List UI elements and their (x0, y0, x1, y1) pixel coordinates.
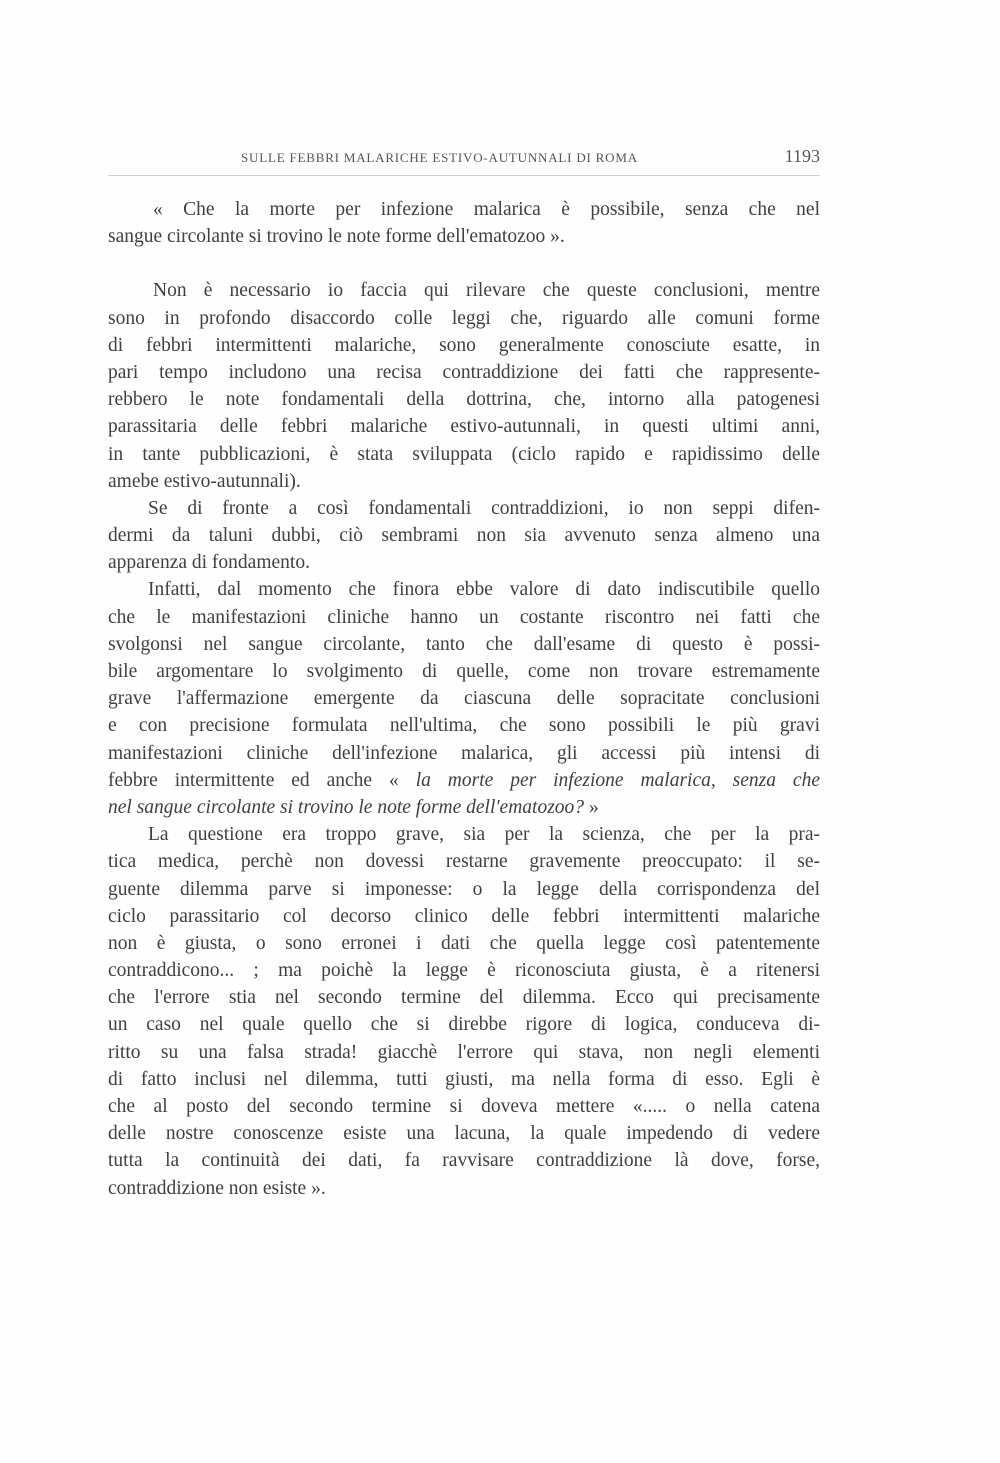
text-line: sono in profondo disaccordo colle leggi che, riguardo alle comuni forme (108, 307, 820, 329)
text-line: sangue circolante si trovino le note forme dell'ematozoo ». (108, 226, 565, 248)
text-line: parassitaria delle febbri malariche estivo-autunnali, in questi ultimi anni, (108, 416, 820, 438)
text-line: pari tempo includono una recisa contraddizione dei fatti che rappresente- (108, 361, 820, 383)
text-line: Non è necessario io faccia qui rilevare che queste conclusioni, mentre (153, 280, 820, 302)
text-line: delle nostre conoscenze esiste una lacuna, la quale impedendo di vedere (108, 1123, 820, 1145)
text-line: e con precisione formulata nell'ultima, che sono possibili le più gravi (108, 715, 820, 737)
text-line: che al posto del secondo termine si doveva mettere «..... o nella catena (108, 1096, 820, 1117)
body-text (108, 196, 820, 1202)
text-line: rebbero le note fondamentali della dottrina, che, intorno alla patogenesi (108, 389, 820, 411)
text-line: un caso nel quale quello che si direbbe rigore di logica, conduceva di- (108, 1014, 820, 1036)
text-line: dermi da taluni dubbi, ciò sembrami non sia avvenuto senza almeno una (108, 525, 820, 547)
text-line: che le manifestazioni cliniche hanno un costante riscontro nei fatti che (108, 606, 820, 628)
text-run: » (588, 796, 599, 818)
text-line: in tante pubblicazioni, è stata sviluppata (ciclo rapido e rapidissimo delle (108, 443, 820, 465)
text-run: febbre intermittente ed anche « (108, 769, 399, 791)
text-line: Se di fronte a così fondamentali contraddizioni, io non seppi difen- (148, 497, 820, 519)
page-number: 1193 (784, 146, 820, 166)
text-line: contraddicono... ; ma poichè la legge è riconosciuta giusta, è a ritenersi (108, 960, 820, 982)
text-line-mixed (108, 794, 820, 821)
text-line: contraddizione non esiste ». (108, 1177, 326, 1199)
header-rule (108, 175, 820, 176)
running-head-title: SULLE FEBBRI MALARICHE ESTIVO-AUTUNNALI DI ROMA (241, 150, 638, 165)
italic-quote: nel sangue circolante si trovino le note forme dell'ematozoo? (108, 796, 585, 818)
text-line: ciclo parassitario col decorso clinico delle febbri intermittenti malariche (108, 905, 820, 927)
text-line: guente dilemma parve si imponesse: o la legge della corrispondenza del (108, 878, 820, 900)
text-line: tutta la continuità dei dati, fa ravvisare contraddizione là dove, forse, (108, 1150, 820, 1172)
text-line: manifestazioni cliniche dell'infezione malarica, gli accessi più intensi di (108, 742, 820, 764)
running-head (108, 146, 820, 170)
text-line: di febbri intermittenti malariche, sono generalmente conosciute esatte, in (108, 334, 820, 356)
text-line: di fatto inclusi nel dilemma, tutti giusti, ma nella forma di esso. Egli è (108, 1068, 820, 1090)
text-line: La questione era troppo grave, sia per la scienza, che per la pra- (148, 824, 820, 846)
text-line: ritto su una falsa strada! giacchè l'errore qui stava, non negli elementi (108, 1041, 820, 1063)
paragraph-gap (108, 250, 820, 277)
text-line: che l'errore stia nel secondo termine del dilemma. Ecco qui precisamente (108, 987, 820, 1009)
text-line: Infatti, dal momento che finora ebbe valore di dato indiscutibile quello (148, 579, 820, 601)
text-line: grave l'affermazione emergente da ciascuna delle sopracitate conclusioni (108, 688, 820, 710)
text-line: amebe estivo-autunnali). (108, 470, 301, 492)
text-line-mixed (108, 767, 820, 794)
text-line: tica medica, perchè non dovessi restarne gravemente preoccupato: il se- (108, 851, 820, 873)
text-line: apparenza di fondamento. (108, 552, 310, 574)
text-line: non è giusta, o sono erronei i dati che quella legge così patentemente (108, 932, 820, 954)
text-line: « Che la morte per infezione malarica è possibile, senza che nel (153, 199, 820, 220)
text-line: svolgonsi nel sangue circolante, tanto che dall'esame di questo è possi- (108, 633, 820, 655)
text-line: bile argomentare lo svolgimento di quelle, come non trovare estremamente (108, 661, 820, 682)
italic-quote: la morte per infezione malarica, senza che (415, 769, 820, 791)
